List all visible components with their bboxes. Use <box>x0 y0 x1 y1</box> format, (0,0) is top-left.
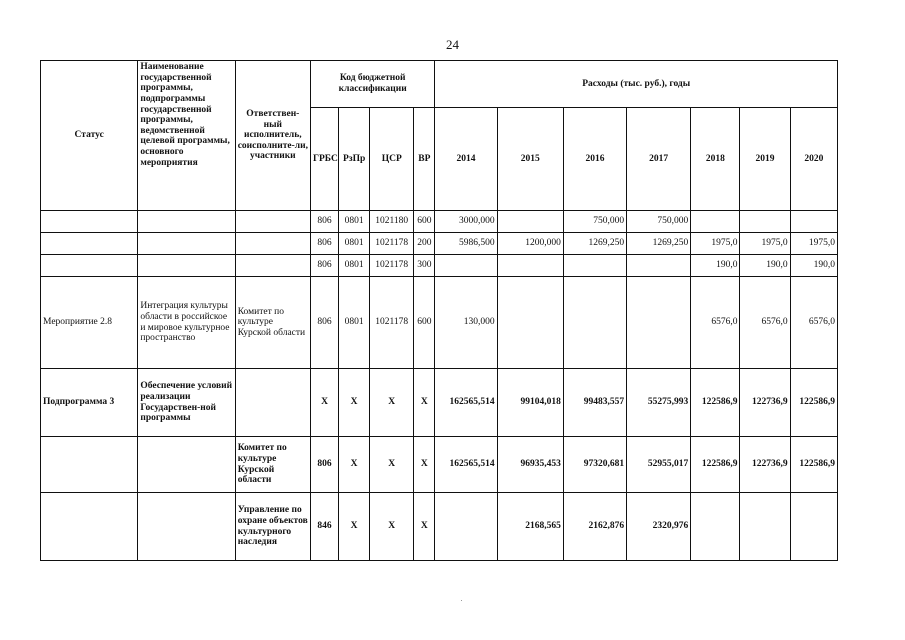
header-expenses: Расходы (тыс. руб.), годы <box>435 61 838 108</box>
row-status: Мероприятие 2.8 <box>41 277 138 369</box>
row-rzpr: X <box>339 369 370 437</box>
row-grbs: 846 <box>310 493 338 561</box>
row-status <box>41 255 138 277</box>
header-year: 2019 <box>740 108 790 211</box>
row-value-2014: 3000,000 <box>435 211 497 233</box>
row-value-2015 <box>497 211 563 233</box>
row-value-2019: 190,0 <box>740 255 790 277</box>
row-name <box>138 437 235 493</box>
row-status: Подпрограмма 3 <box>41 369 138 437</box>
row-value-2016 <box>563 255 626 277</box>
header-grbs: ГРБС <box>310 108 338 211</box>
row-value-2015: 2168,565 <box>497 493 563 561</box>
row-grbs: X <box>310 369 338 437</box>
row-value-2018: 6576,0 <box>691 277 740 369</box>
header-vr: ВР <box>414 108 435 211</box>
header-year: 2015 <box>497 108 563 211</box>
row-value-2018 <box>691 211 740 233</box>
row-responsible <box>235 255 310 277</box>
row-value-2020 <box>790 493 837 561</box>
row-name <box>138 255 235 277</box>
row-responsible: Управление по охране объектов культурного наследия <box>235 493 310 561</box>
row-grbs: 806 <box>310 211 338 233</box>
row-csr: 1021180 <box>370 211 414 233</box>
row-vr: X <box>414 369 435 437</box>
row-value-2017 <box>627 277 691 369</box>
row-value-2016: 2162,876 <box>563 493 626 561</box>
row-vr: X <box>414 437 435 493</box>
row-value-2016 <box>563 277 626 369</box>
row-value-2018 <box>691 493 740 561</box>
row-responsible <box>235 211 310 233</box>
row-value-2019: 122736,9 <box>740 369 790 437</box>
row-value-2017: 750,000 <box>627 211 691 233</box>
row-value-2014 <box>435 493 497 561</box>
row-rzpr: X <box>339 493 370 561</box>
row-value-2014: 5986,500 <box>435 233 497 255</box>
header-year: 2016 <box>563 108 626 211</box>
row-value-2019 <box>740 211 790 233</box>
row-name: Обеспечение условий реализации Государствен-ной программы <box>138 369 235 437</box>
row-vr: 300 <box>414 255 435 277</box>
row-value-2019: 122736,9 <box>740 437 790 493</box>
row-value-2018: 190,0 <box>691 255 740 277</box>
row-rzpr: 0801 <box>339 233 370 255</box>
row-grbs: 806 <box>310 233 338 255</box>
row-vr: X <box>414 493 435 561</box>
row-responsible: Комитет по культуре Курской области <box>235 437 310 493</box>
row-value-2017: 55275,993 <box>627 369 691 437</box>
row-grbs: 806 <box>310 437 338 493</box>
row-status <box>41 437 138 493</box>
row-value-2019 <box>740 493 790 561</box>
row-value-2016: 750,000 <box>563 211 626 233</box>
row-rzpr: 0801 <box>339 255 370 277</box>
row-grbs: 806 <box>310 277 338 369</box>
row-csr: 1021178 <box>370 277 414 369</box>
row-rzpr: X <box>339 437 370 493</box>
row-value-2017: 1269,250 <box>627 233 691 255</box>
row-value-2019: 6576,0 <box>740 277 790 369</box>
row-value-2014: 162565,514 <box>435 369 497 437</box>
table-row <box>41 369 838 437</box>
table-row <box>41 493 838 561</box>
row-csr: X <box>370 493 414 561</box>
row-value-2020 <box>790 211 837 233</box>
header-status: Статус <box>41 61 138 211</box>
row-value-2018: 1975,0 <box>691 233 740 255</box>
row-value-2016: 1269,250 <box>563 233 626 255</box>
row-status <box>41 233 138 255</box>
row-value-2020: 122586,9 <box>790 369 837 437</box>
table-row <box>41 277 838 369</box>
header-year: 2020 <box>790 108 837 211</box>
row-csr: 1021178 <box>370 255 414 277</box>
scan-speck <box>461 600 462 601</box>
row-value-2017: 52955,017 <box>627 437 691 493</box>
header-year: 2018 <box>691 108 740 211</box>
row-name <box>138 211 235 233</box>
row-name <box>138 233 235 255</box>
row-value-2014: 162565,514 <box>435 437 497 493</box>
row-csr: X <box>370 369 414 437</box>
row-value-2015: 96935,453 <box>497 437 563 493</box>
row-grbs: 806 <box>310 255 338 277</box>
row-vr: 600 <box>414 211 435 233</box>
row-csr: X <box>370 437 414 493</box>
row-status <box>41 493 138 561</box>
row-vr: 200 <box>414 233 435 255</box>
row-name <box>138 493 235 561</box>
budget-table <box>40 60 838 561</box>
header-year: 2014 <box>435 108 497 211</box>
table-row <box>41 437 838 493</box>
row-value-2019: 1975,0 <box>740 233 790 255</box>
row-responsible: Комитет по культуре Курской области <box>235 277 310 369</box>
row-value-2015: 99104,018 <box>497 369 563 437</box>
header-csr: ЦСР <box>370 108 414 211</box>
table-row <box>41 233 838 255</box>
row-responsible <box>235 369 310 437</box>
row-value-2014 <box>435 255 497 277</box>
row-value-2020: 190,0 <box>790 255 837 277</box>
row-value-2018: 122586,9 <box>691 369 740 437</box>
row-value-2017 <box>627 255 691 277</box>
row-value-2016: 99483,557 <box>563 369 626 437</box>
row-value-2017: 2320,976 <box>627 493 691 561</box>
row-value-2020: 1975,0 <box>790 233 837 255</box>
header-rzpr: РзПр <box>339 108 370 211</box>
header-budget-code: Код бюджетной классификации <box>310 61 434 108</box>
row-value-2015 <box>497 277 563 369</box>
page-number: 24 <box>446 37 459 52</box>
table-row <box>41 211 838 233</box>
row-status <box>41 211 138 233</box>
row-vr: 600 <box>414 277 435 369</box>
row-value-2020: 6576,0 <box>790 277 837 369</box>
row-value-2018: 122586,9 <box>691 437 740 493</box>
row-csr: 1021178 <box>370 233 414 255</box>
row-value-2015: 1200,000 <box>497 233 563 255</box>
row-rzpr: 0801 <box>339 211 370 233</box>
header-year: 2017 <box>627 108 691 211</box>
row-value-2020: 122586,9 <box>790 437 837 493</box>
header-name: Наименование государственной программы, подпрограммы государственной программы, ведомственной целевой программы, основного мероприятия <box>138 61 235 211</box>
table-row <box>41 255 838 277</box>
row-responsible <box>235 233 310 255</box>
header-responsible: Ответствен-ный исполнитель, соисполните-ли, участники <box>235 61 310 211</box>
row-value-2016: 97320,681 <box>563 437 626 493</box>
row-value-2014: 130,000 <box>435 277 497 369</box>
row-rzpr: 0801 <box>339 277 370 369</box>
row-name: Интеграция культуры области в российское и мировое культурное пространство <box>138 277 235 369</box>
row-value-2015 <box>497 255 563 277</box>
